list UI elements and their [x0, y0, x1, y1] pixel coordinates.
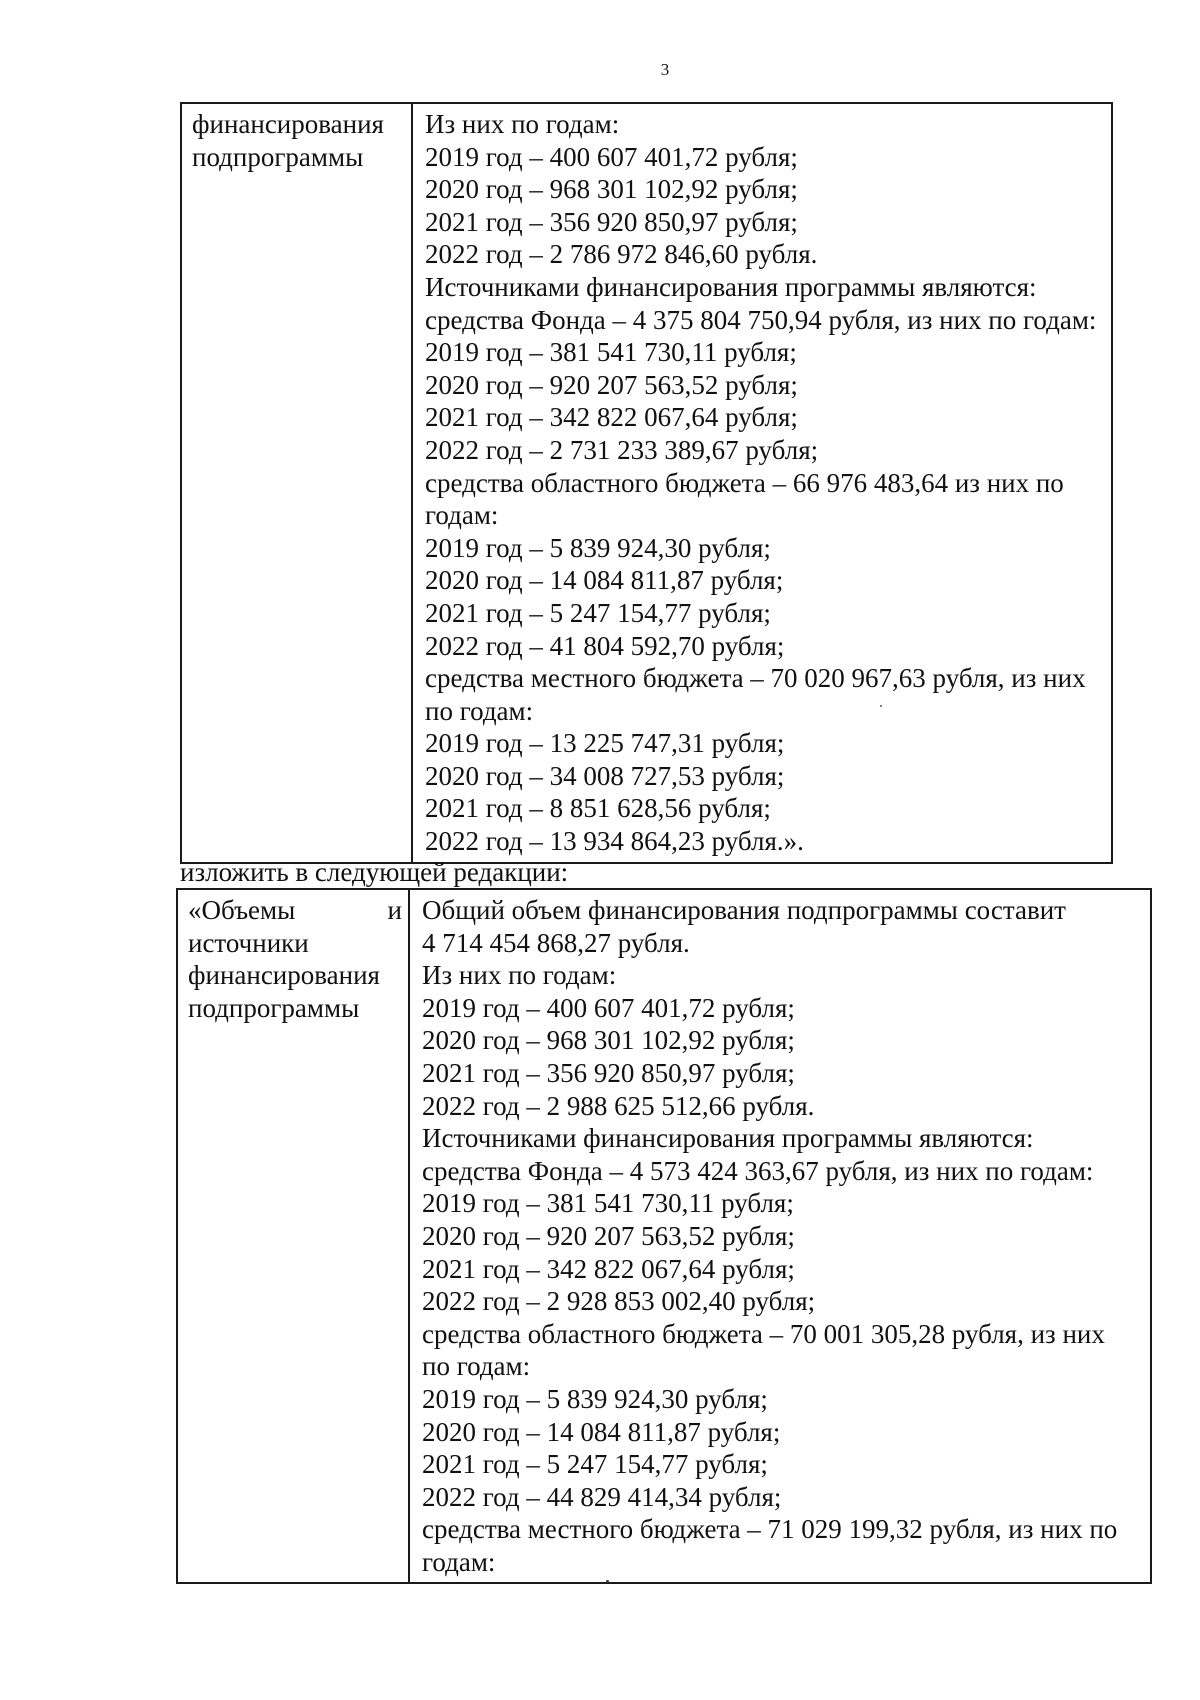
table-old-text-line: по годам:: [425, 695, 534, 726]
table-new-text-line: 4 714 454 868,27 рубля.: [422, 927, 690, 958]
table-old-text-line: 2020 год – 34 008 727,53 рубля;: [425, 760, 785, 791]
table-old-text-line: 2021 год – 356 920 850,97 рубля;: [425, 206, 798, 237]
page-number: 3: [660, 60, 670, 79]
table-old-content-cell: [412, 103, 1112, 863]
table-old-text-line: 2019 год – 400 607 401,72 рубля;: [425, 141, 798, 172]
table-new-text-line: средства Фонда – 4 573 424 363,67 рубля, из них по годам:: [422, 1155, 1094, 1186]
table-old-label-line: финансирования: [192, 109, 384, 139]
table-new-label-first-line: [188, 894, 402, 927]
table-new-label-word: «Объемы: [188, 895, 296, 925]
funding-table-new: [176, 888, 1152, 1584]
table-old-text-line: 2022 год – 13 934 864,23 рубля.».: [425, 826, 804, 857]
table-old-text-line: средства областного бюджета – 66 976 483,64 из них по: [425, 467, 1064, 498]
table-new-label-line: источники: [188, 927, 309, 958]
table-old-text-line: 2021 год – 342 822 067,64 рубля;: [425, 402, 798, 433]
table-new-text-line: Из них по годам:: [422, 960, 617, 991]
table-new-text-line: 2020 год – 968 301 102,92 рубля;: [422, 1025, 795, 1056]
table-old-text-line: 2022 год – 41 804 592,70 рубля;: [425, 630, 785, 661]
table-old-text-line: 2019 год – 5 839 924,30 рубля;: [425, 532, 771, 563]
table-new-text-line: 2021 год – 342 822 067,64 рубля;: [422, 1253, 795, 1284]
table-old-text-line: годам:: [425, 500, 499, 531]
table-new-text-line: Источниками финансирования программы являются:: [422, 1123, 1034, 1154]
table-old-text-line: 2020 год – 920 207 563,52 рубля;: [425, 369, 798, 400]
table-new-text-line: годам:: [422, 1546, 496, 1577]
table-row: [177, 889, 1151, 1583]
table-new-text-line: по годам:: [422, 1351, 531, 1382]
table-new-content-cell: [409, 889, 1151, 1583]
funding-table-old: [180, 102, 1113, 864]
table-new-text-line: средства областного бюджета – 70 001 305,28 рубля, из них: [422, 1318, 1105, 1349]
table-old-text-line: средства Фонда – 4 375 804 750,94 рубля, из них по годам:: [425, 304, 1097, 335]
table-old-text-line: 2020 год – 14 084 811,87 рубля;: [425, 565, 784, 596]
table-new-text-line: 2021 год – 356 920 850,97 рубля;: [422, 1057, 795, 1088]
table-new-text-line: 2019 год – 5 839 924,30 рубля;: [422, 1383, 768, 1414]
table-new-text-line: 2019 год – 381 541 730,11 рубля;: [422, 1188, 794, 1219]
scan-speck: [606, 1580, 609, 1583]
table-new-text-line: 2020 год – 14 084 811,87 рубля;: [422, 1416, 781, 1447]
table-old-text-line: 2019 год – 13 225 747,31 рубля;: [425, 728, 785, 759]
table-new-label-conj: и: [387, 895, 402, 925]
table-new-text-line: 2022 год – 44 829 414,34 рубля;: [422, 1481, 782, 1512]
table-new-label-line: подпрограммы: [188, 992, 360, 1023]
table-old-text-line: 2019 год – 381 541 730,11 рубля;: [425, 337, 797, 368]
table-new-text-line: 2022 год – 2 928 853 002,40 рубля;: [422, 1286, 816, 1317]
table-old-text-line: 2020 год – 968 301 102,92 рубля;: [425, 174, 798, 205]
table-old-text-line: 2022 год – 2 786 972 846,60 рубля.: [425, 239, 818, 270]
table-new-text-line: средства местного бюджета – 71 029 199,32 рубля, из них по: [422, 1514, 1118, 1545]
table-old-label-cell: [181, 103, 412, 863]
table-new-text-line: 2021 год – 5 247 154,77 рубля;: [422, 1449, 768, 1480]
table-new-label-line: финансирования: [188, 960, 380, 991]
table-old-text-line: Источниками финансирования программы являются:: [425, 271, 1037, 302]
table-new-text-line: 2019 год – 400 607 401,72 рубля;: [422, 992, 795, 1023]
table-old-text-line: средства местного бюджета – 70 020 967,63 рубля, из них: [425, 663, 1086, 694]
instruction-text: изложить в следующей редакции:: [180, 857, 569, 887]
table-row: [181, 103, 1112, 863]
table-new-text-line: 2020 год – 920 207 563,52 рубля;: [422, 1220, 795, 1251]
table-new-text-line: Общий объем финансирования подпрограммы составит: [422, 895, 1066, 925]
table-new-label-cell: [177, 889, 409, 1583]
table-old-text-line: 2021 год – 8 851 628,56 рубля;: [425, 793, 771, 824]
table-old-text-line: Из них по годам:: [425, 109, 620, 139]
table-new-text-line: 2022 год – 2 988 625 512,66 рубля.: [422, 1090, 815, 1121]
table-old-text-line: 2021 год – 5 247 154,77 рубля;: [425, 597, 771, 628]
table-old-label-line: подпрограммы: [192, 141, 364, 172]
table-old-text-line: 2022 год – 2 731 233 389,67 рубля;: [425, 434, 819, 465]
scan-speck: [880, 705, 882, 707]
